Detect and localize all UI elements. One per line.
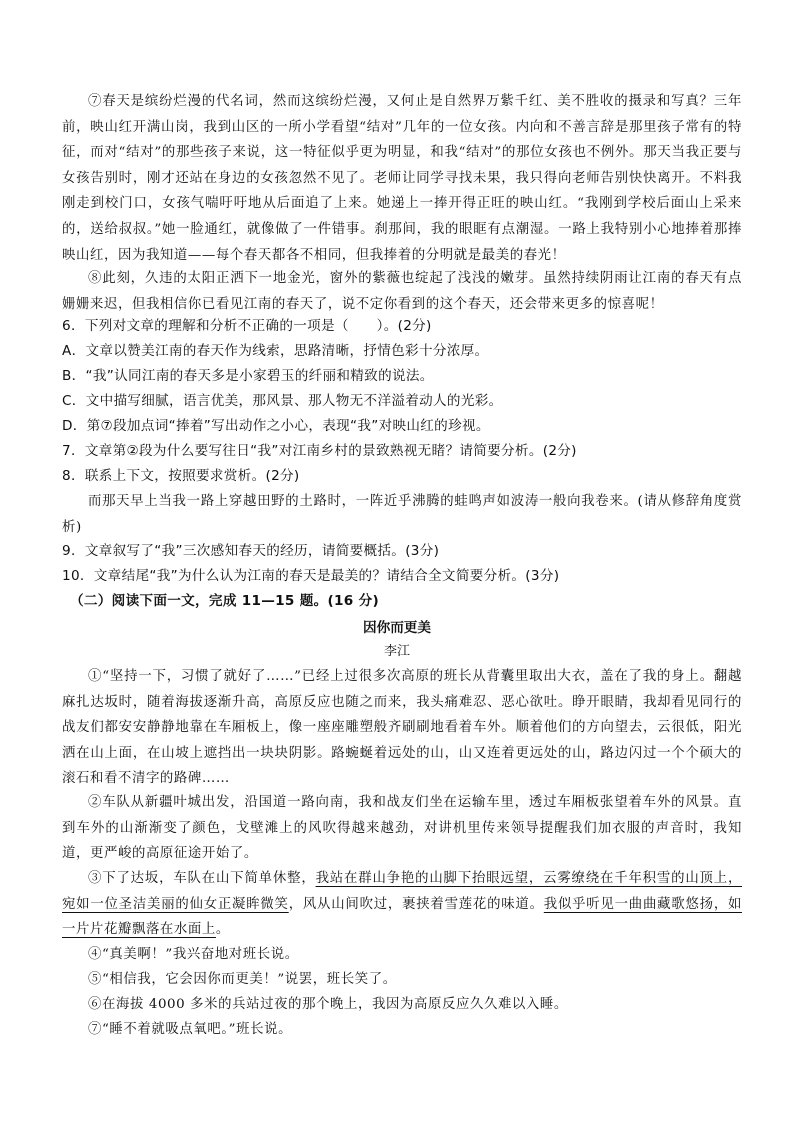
article-paragraph-7: ⑦“睡不着就吸点氧吧。”班长说。	[88, 1022, 293, 1037]
paragraph-3-intro: ③下了达坂，车队在山下简单休整，	[88, 871, 316, 886]
question-6-option-d: D．第⑦段加点词“捧着”写出动作之小心，表现“我”对映山红的珍视。	[62, 418, 490, 434]
question-9: 9．文章叙写了“我”三次感知春天的经历，请简要概括。(3分)	[62, 543, 440, 559]
article-paragraph-5: ⑤“相信我，它会因你而更美！”说罢，班长笑了。	[88, 972, 397, 987]
question-10: 10．文章结尾“我”为什么认为江南的春天是最美的？请结合全文简要分析。(3分)	[62, 568, 560, 584]
section-2-heading: （二）阅读下面一文，完成 11—15 题。(16 分)	[70, 593, 379, 609]
question-6-option-a: A．文章以赞美江南的春天作为线索，思路清晰，抒情色彩十分浓厚。	[62, 343, 489, 359]
article-title: 因你而更美	[363, 620, 431, 636]
question-6: 6．下列对文章的理解和分析不正确的一项是（ ）。(2分)	[62, 318, 432, 334]
article-paragraph-3	[62, 866, 742, 943]
underlined-sentence-2: 我似乎听见一曲曲藏歌悠扬，如一片片花瓣飘落在水面上	[62, 896, 742, 938]
question-8-excerpt: 而那天早上当我一路上穿越田野的土路时，一阵近乎沸腾的蛙鸣声如波涛一般向我卷来。(请从修辞角度赏析)	[62, 494, 742, 535]
article-paragraph-1: ①“坚持一下，习惯了就好了……”已经上过很多次高原的班长从背囊里取出大衣，盖在了我的身上。翻越麻扎达坂时，随着海拔逐渐升高，高原反应也随之而来，我头痛难忍、恶心欲吐。睁开眼睛，我却看见同行的战友们都安安静静地靠在车厢板上，像一座座雕塑般齐刷刷地看着车外。顺着他们的方向望去，云很低，阳光洒在山上面，在山坡上遮挡出一块块阴影。路蜿蜒着远处的山，山又连着更远处的山，路边闪过一个个硕大的滚石和看不清字的路碑……	[62, 669, 742, 787]
article-paragraph-2: ②车队从新疆叶城出发，沿国道一路向南，我和战友们坐在运输车里，透过车厢板张望着车外的风景。直到车外的山渐渐变了颜色，戈壁滩上的风吹得越来越劲，对讲机里传来领导提醒我们加衣服的声音时，我知道，更严峻的高原征途开始了。	[62, 795, 742, 862]
paragraph-7: ⑦春天是缤纷烂漫的代名词，然而这缤纷烂漫，又何止是自然界万紫千红、美不胜收的摄录和写真？三年前，映山红开满山岗，我到山区的一所小学看望“结对”几年的一位女孩。内向和不善言辞是那里孩子常有的特征，而对“结对”的那些孩子来说，这一特征似乎更为明显，和我“结对”的那位女孩也不例外。那天当我正要与女孩告别时，刚才还站在身边的女孩忽然不见了。老师让同学寻找未果，我只得向老师告别快快离开。不料我刚走到校门口，女孩气喘吁吁地从后面追了上来。她递上一捧开得正旺的映山红。“我刚到学校后面山上采来的，送给叔叔。”她一脸通红，就像做了一件错事。刹那间，我的眼眶有点潮湿。一路上我特别小心地捧着那捧映山红，因为我知道——每个春天都各不相同，但我捧着的分明就是最美的春光！	[62, 94, 742, 263]
question-6-option-b: B．“我”认同江南的春天多是小家碧玉的纤丽和精致的说法。	[62, 368, 434, 384]
underlined-sentence-1: 我站在群山争艳的山脚下抬眼远望，云雾缭绕在千年积雪的山顶上，宛如一位圣洁美丽的仙女正凝眸微笑	[62, 871, 742, 912]
question-6-option-c: C．文中描写细腻，语言优美，那风景、那人物无不洋溢着动人的光彩。	[62, 393, 503, 409]
article-paragraph-6: ⑥在海拔 4000 多米的兵站过夜的那个晚上，我因为高原反应久久难以入睡。	[88, 997, 568, 1012]
paragraph-8: ⑧此刻，久违的太阳正洒下一地金光，窗外的紫薇也绽起了浅浅的嫩芽。虽然持续阴雨让江南的春天有点姗姗来迟，但我相信你已看见江南的春天了，说不定你看到的这个春天，还会带来更多的惊喜呢！	[62, 271, 742, 312]
question-8: 8．联系上下文，按照要求赏析。(2分)	[62, 468, 300, 484]
paragraph-3-middle: ，风从山间吹过，裹挟着雪莲花的味道。	[288, 896, 544, 912]
article-paragraph-4: ④“真美啊！”我兴奋地对班长说。	[88, 947, 299, 962]
article-author: 李江	[383, 644, 410, 659]
question-7: 7．文章第②段为什么要写往日“我”对江南乡村的景致熟视无睹？请简要分析。(2分)	[62, 443, 577, 459]
paragraph-3-end: 。	[215, 922, 230, 938]
